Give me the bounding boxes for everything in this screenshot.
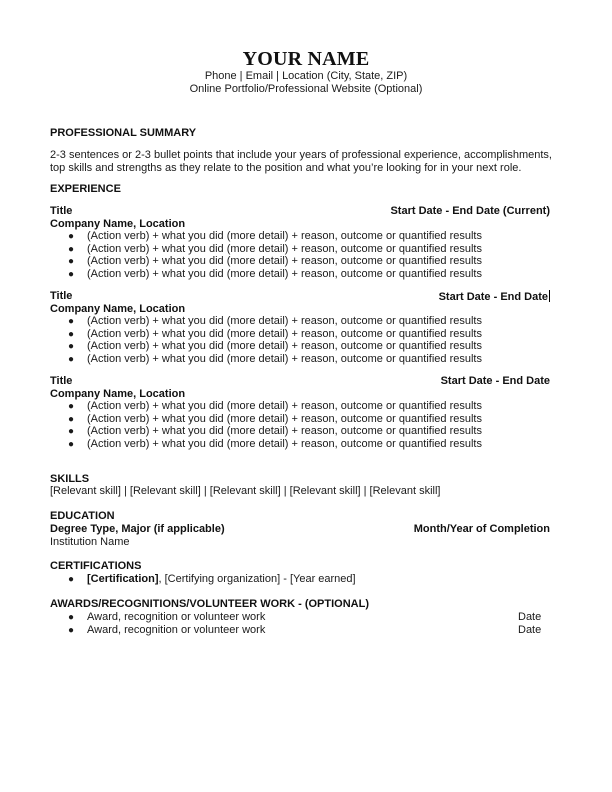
job-bullet[interactable] bbox=[68, 315, 482, 329]
job-bullet[interactable] bbox=[68, 243, 482, 257]
bullet-icon: ● bbox=[68, 328, 75, 340]
bullet-icon: ● bbox=[68, 574, 75, 585]
bullet-icon: ● bbox=[68, 413, 75, 425]
education-heading: EDUCATION bbox=[50, 510, 115, 522]
summary-heading: PROFESSIONAL SUMMARY bbox=[50, 127, 197, 139]
summary-line-2[interactable]: top skills and strengths as they relate to the position and what you’re looking for in your next role. bbox=[50, 162, 522, 174]
job-company[interactable]: Company Name, Location bbox=[50, 388, 186, 400]
bullet-icon: ● bbox=[68, 401, 75, 412]
job-bullet[interactable] bbox=[68, 425, 482, 439]
bullet-text: (Action verb) + what you did (more detail) + reason, outcome or quantified results bbox=[87, 242, 482, 255]
bullet-icon: ● bbox=[68, 256, 75, 267]
bullet-icon: ● bbox=[68, 268, 75, 280]
education-degree[interactable]: Degree Type, Major (if applicable) bbox=[50, 523, 225, 535]
job-bullet[interactable] bbox=[68, 413, 482, 427]
bullet-text: (Action verb) + what you did (more detail) + reason, outcome or quantified results bbox=[87, 340, 482, 352]
bullet-text: (Action verb) + what you did (more detail) + reason, outcome or quantified results bbox=[87, 437, 482, 450]
bullet-text: (Action verb) + what you did (more detail) + reason, outcome or quantified results bbox=[87, 255, 482, 267]
award-item[interactable] bbox=[68, 624, 265, 638]
experience-heading: EXPERIENCE bbox=[50, 183, 121, 195]
education-institution[interactable]: Institution Name bbox=[50, 536, 130, 548]
certifications-heading: CERTIFICATIONS bbox=[50, 560, 142, 572]
certification-name: [Certification] bbox=[87, 573, 159, 585]
text-cursor bbox=[549, 290, 550, 302]
awards-heading: AWARDS/RECOGNITIONS/VOLUNTEER WORK - (OPTIONAL) bbox=[50, 598, 369, 610]
bullet-text: (Action verb) + what you did (more detail) + reason, outcome or quantified results bbox=[87, 400, 482, 412]
bullet-icon: ● bbox=[68, 438, 75, 450]
bullet-text: (Action verb) + what you did (more detail) + reason, outcome or quantified results bbox=[87, 352, 482, 365]
job-bullet[interactable] bbox=[68, 353, 482, 367]
job-title[interactable]: Title bbox=[50, 375, 73, 387]
bullet-text: (Action verb) + what you did (more detail) + reason, outcome or quantified results bbox=[87, 267, 482, 280]
job-dates[interactable]: Start Date - End Date (Current) bbox=[390, 205, 550, 217]
summary-line-1[interactable]: 2-3 sentences or 2-3 bullet points that include your years of professional experience, accomplishments, bbox=[50, 149, 552, 161]
skills-heading: SKILLS bbox=[50, 473, 90, 485]
certification-details: , [Certifying organization] - [Year earned] bbox=[158, 573, 356, 585]
bullet-icon: ● bbox=[68, 612, 75, 623]
bullet-icon: ● bbox=[68, 624, 75, 636]
bullet-icon: ● bbox=[68, 316, 75, 327]
award-text: Award, recognition or volunteer work bbox=[87, 611, 266, 623]
job-bullet[interactable] bbox=[68, 328, 482, 342]
website-line[interactable]: Online Portfolio/Professional Website (Optional) bbox=[189, 83, 423, 95]
job-title[interactable]: Title bbox=[50, 290, 73, 302]
bullet-icon: ● bbox=[68, 426, 75, 437]
job-title[interactable]: Title bbox=[50, 205, 73, 217]
job-bullet[interactable] bbox=[68, 268, 482, 282]
award-text: Award, recognition or volunteer work bbox=[87, 623, 266, 636]
bullet-text: (Action verb) + what you did (more detail) + reason, outcome or quantified results bbox=[87, 327, 482, 340]
job-company[interactable]: Company Name, Location bbox=[50, 303, 186, 315]
bullet-text: (Action verb) + what you did (more detail) + reason, outcome or quantified results bbox=[87, 315, 482, 327]
bullet-text: (Action verb) + what you did (more detail) + reason, outcome or quantified results bbox=[87, 230, 482, 242]
award-date[interactable]: Date bbox=[518, 611, 542, 623]
bullet-icon: ● bbox=[68, 341, 75, 352]
education-completion[interactable]: Month/Year of Completion bbox=[413, 523, 550, 535]
skills-line[interactable]: [Relevant skill] | [Relevant skill] | [Relevant skill] | [Relevant skill] | [Relevant skill] bbox=[50, 485, 441, 497]
candidate-name[interactable]: YOUR NAME bbox=[242, 48, 370, 70]
award-item[interactable] bbox=[68, 611, 265, 625]
contact-line[interactable]: Phone | Email | Location (City, State, ZIP) bbox=[204, 70, 408, 82]
bullet-icon: ● bbox=[68, 243, 75, 255]
bullet-text: (Action verb) + what you did (more detail) + reason, outcome or quantified results bbox=[87, 412, 482, 425]
job-bullet[interactable] bbox=[68, 255, 482, 269]
job-bullet[interactable] bbox=[68, 230, 482, 244]
job-dates-text: Start Date - End Date bbox=[438, 291, 548, 303]
job-dates[interactable] bbox=[439, 290, 550, 304]
job-bullet[interactable] bbox=[68, 438, 482, 452]
bullet-text: (Action verb) + what you did (more detail) + reason, outcome or quantified results bbox=[87, 425, 482, 437]
bullet-icon: ● bbox=[68, 353, 75, 365]
bullet-icon: ● bbox=[68, 231, 75, 242]
job-company[interactable]: Company Name, Location bbox=[50, 218, 186, 230]
job-bullet[interactable] bbox=[68, 340, 482, 354]
job-dates[interactable]: Start Date - End Date bbox=[440, 375, 550, 387]
award-date[interactable]: Date bbox=[518, 623, 542, 636]
certification-item[interactable] bbox=[68, 573, 356, 587]
job-bullet[interactable] bbox=[68, 400, 482, 414]
